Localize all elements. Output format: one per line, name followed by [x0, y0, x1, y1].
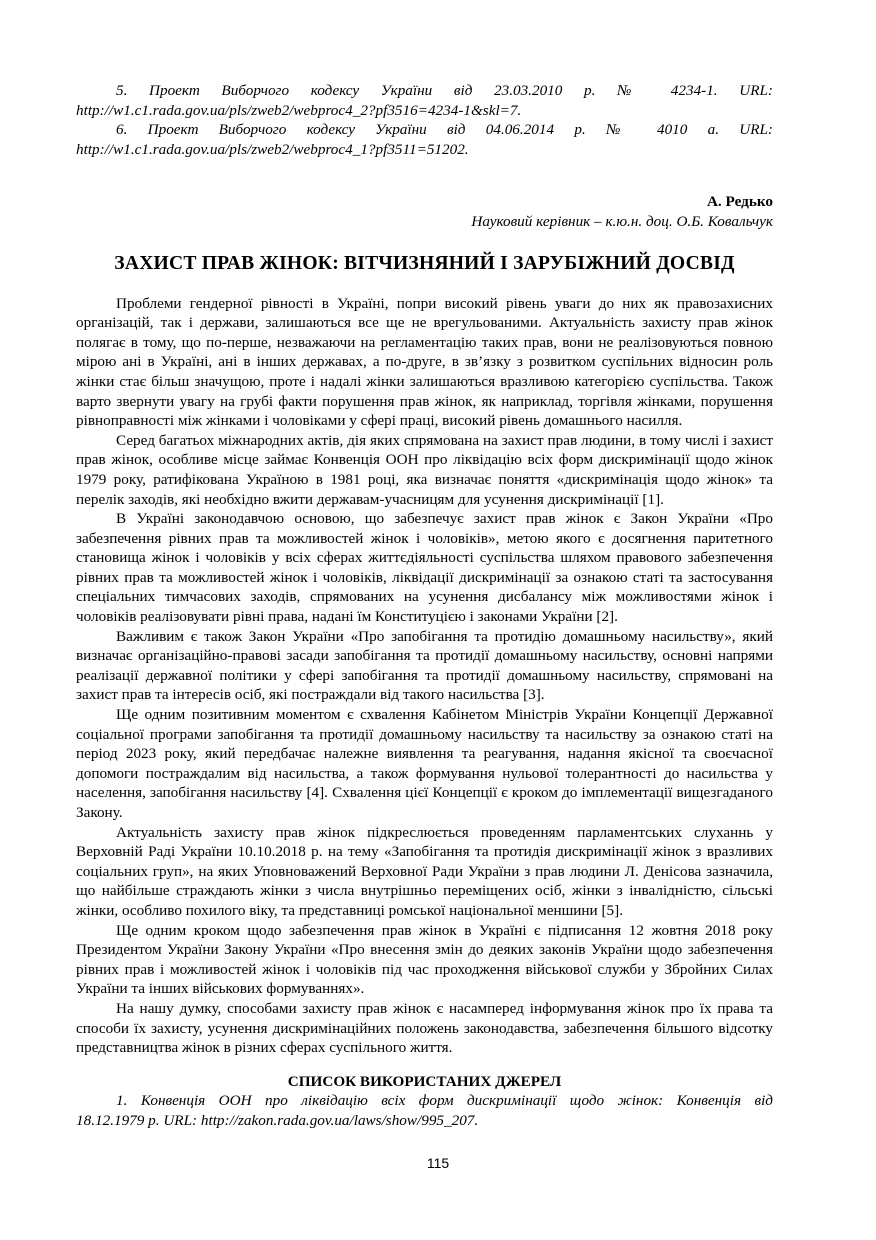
source-1-url: 18.12.1979 р. URL: http://zakon.rada.gov.ua/laws/show/995_207. [76, 1111, 479, 1129]
reference-6-url: http://w1.c1.rada.gov.ua/pls/zweb2/webproc4_1?pf3511=51202. [76, 140, 469, 158]
sources-list [76, 1091, 773, 1130]
scientific-supervisor: Науковий керівник – к.ю.н. доц. О.Б. Ковальчук [471, 212, 773, 230]
reference-5-line1: 5. Проект Виборчого кодексу України від 23.03.2010 р. № 4234-1. URL: [116, 82, 773, 99]
body-paragraph: Проблеми гендерної рівності в Україні, попри високий рівень уваги до них як правозахисних організацій, так і держави, залишаються все ще не врегульованими. Актуальність захисту прав жінок полягає в тому, що по-перше, незважаючи на регламентацію таких прав, вони не реалізовуються повною мірою ані в Україні, ані в інших державах, а по-друге, в зв’язку з розвитком суспільних відносин роль жінки стає більш значущою, проте і надалі жінки залишаються вразливою категорією суспільства. Також варто звернути увагу на грубі факти порушення прав жінок, як наприклад, торгівля жінками, порушення рівноправності між жінками і чоловіками у сфері праці, високий рівень домашнього насилля. [76, 294, 773, 430]
body-paragraph: Актуальність захисту прав жінок підкреслюється проведенням парламентських слуханнь у Верховній Раді України 10.10.2018 р. на тему «Запобігання та протидія дискримінації жінок з вразливих соціальних груп», на яких Уповноважений Верховної Ради України з прав людини Л. Денісова зазначила, що найбільше страждають жінки з числа внутрішньо переміщених осіб, жінки з інвалідністю, сільські жінки, особливо похилого віку, та представниці ромської національної меншини [5]. [76, 823, 773, 919]
author-name: А. Редько [706, 193, 773, 211]
body-paragraph: В Україні законодавчою основою, що забезпечує захист прав жінок є Закон України «Про забезпечення рівних прав та можливостей жінок і чоловіків», метою якого є досягнення паритетного становища жінок і чоловіків у всіх сферах життєдіяльності суспільства шляхом правового забезпечення рівних прав та можливостей жінок і чоловіків, ліквідації дискримінації за ознакою статі та застосування спеціальних тимчасових заходів, спрямованих на усунення дисбалансу між можливостями жінок і чоловіків реалізовувати рівні права, надані їм Конституцією і законами України [2]. [76, 510, 773, 626]
page-number: 115 [426, 1155, 450, 1171]
top-references [76, 81, 773, 159]
body-paragraph: На нашу думку, способами захисту прав жінок є насамперед інформування жінок про їх права та способи їх захисту, усунення дискримінаційних положень законодавства, забезпечення більшого відсотку представництва жінок в різних сферах суспільного життя. [76, 999, 773, 1057]
article-title: ЗАХИСТ ПРАВ ЖІНОК: ВІТЧИЗНЯНИЙ І ЗАРУБІЖНИЙ ДОСВІД [114, 252, 735, 274]
article-body [76, 294, 773, 1058]
body-paragraph: Ще одним позитивним моментом є схвалення Кабінетом Міністрів України Концепції Державної соціальної програми запобігання та протидії домашньому насильству та насильству за ознакою статі на період 2023 року, який передбачає належне виявлення та реагування, надання якісної та своєчасної допомоги постраждалим від насильства, а також формування нульової толерантності до насильства у населення, запобігання насильству [4]. Схвалення цієї Концепції є кроком до імплементації вищезгаданого Закону. [76, 706, 773, 821]
body-paragraph: Ще одним кроком щодо забезпечення прав жінок в Україні є підписання 12 жовтня 2018 року Президентом України Закону України «Про внесення змін до деяких законів України щодо забезпечення рівних прав і можливостей жінок і чоловіків під час проходження військової служби у Збройних Силах України та інших військових формуваннях». [76, 921, 773, 998]
page-content [76, 81, 773, 1131]
sources-heading: СПИСОК ВИКОРИСТАНИХ ДЖЕРЕЛ [287, 1072, 562, 1090]
body-paragraph: Важливим є також Закон України «Про запобігання та протидію домашньому насильству», який визначає організаційно-правові засади запобігання та протидії домашньому насильству, основні напрями реалізації державної політики у сфері запобігання та протидії домашньому насильству, спрямовані на захист прав та інтересів осіб, які постраждали від такого насильства [3]. [76, 627, 773, 704]
author-block [76, 192, 773, 231]
body-paragraph: Серед багатьох міжнародних актів, дія яких спрямована на захист прав людини, в тому числі і захист прав жінок, особливе місце займає Конвенція ООН про ліквідацію всіх форм дискримінації щодо жінок 1979 року, ратифікована Україною в 1981 році, яка визначає поняття «дискримінація щодо жінок» та перелік заходів, які необхідно вжити державам-учасницям для усунення дискримінації [1]. [76, 431, 773, 508]
reference-6-line1: 6. Проект Виборчого кодексу України від 04.06.2014 р. № 4010 а. URL: [116, 121, 773, 139]
reference-5-url: http://w1.c1.rada.gov.ua/pls/zweb2/webproc4_2?pf3516=4234-1&skl=7. [76, 101, 522, 119]
source-1-line1: 1. Конвенція ООН про ліквідацію всіх форм дискримінації щодо жінок: Конвенція від [116, 1092, 773, 1110]
